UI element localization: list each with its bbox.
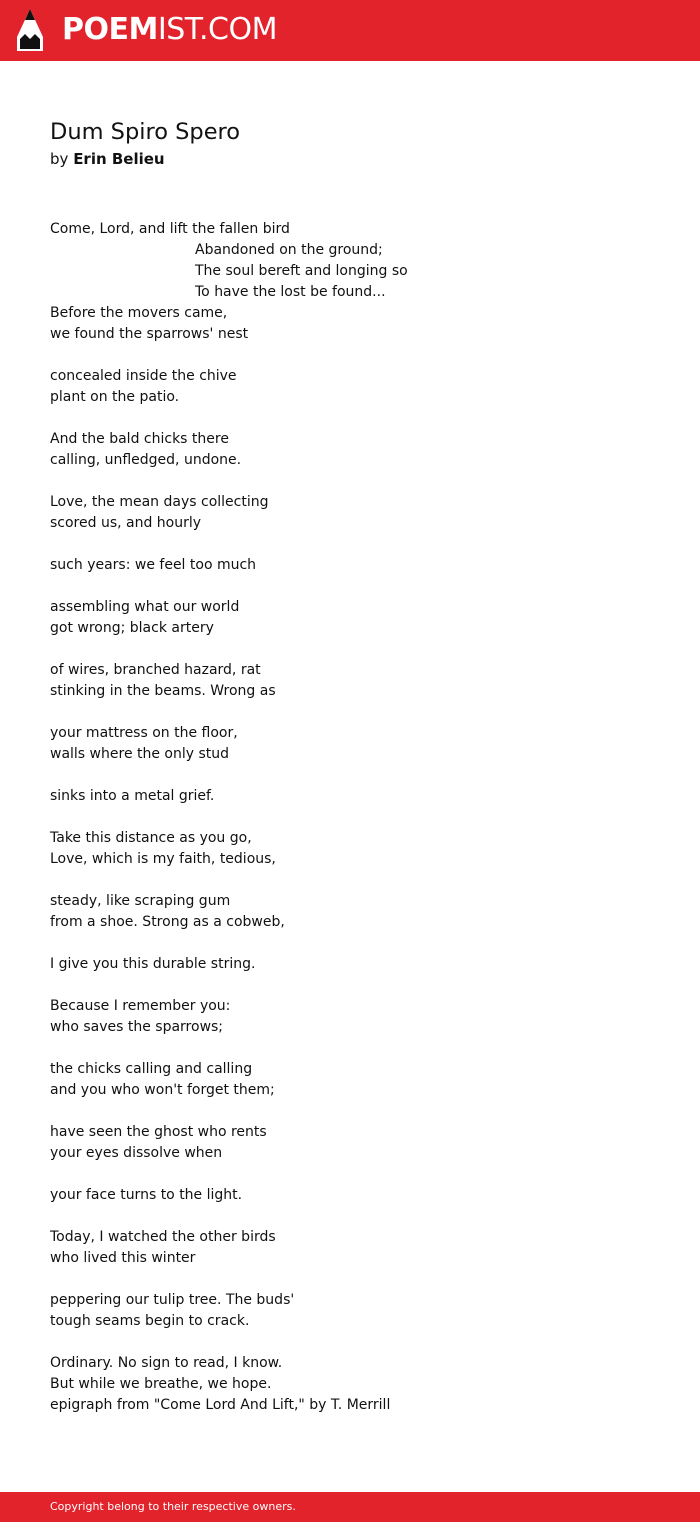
stanza-break: [50, 1101, 650, 1122]
poem-line: Today, I watched the other birds: [50, 1229, 276, 1245]
poem-line: peppering our tulip tree. The buds': [50, 1292, 295, 1308]
stanza-break: [50, 1269, 650, 1290]
stanza-break: [50, 933, 650, 954]
poem-line: Come, Lord, and lift the fallen bird: [50, 221, 290, 237]
poem-line: Love, which is my faith, tedious,: [50, 851, 276, 867]
stanza-break: [50, 408, 650, 429]
poem-line: such years: we feel too much: [50, 557, 257, 573]
stanza-break: [50, 1164, 650, 1185]
poem-line: I give you this durable string.: [50, 956, 256, 972]
poem-line: of wires, branched hazard, rat: [50, 662, 261, 678]
poem-byline: [50, 148, 165, 170]
poem-line: assembling what our world: [50, 599, 240, 615]
poem-line: To have the lost be found...: [195, 284, 386, 300]
byline-prefix: by: [50, 150, 69, 168]
brand-name-bold: POEM: [62, 12, 158, 47]
poem-line: and you who won't forget them;: [50, 1082, 275, 1098]
stanza-break: [50, 1206, 650, 1227]
poem-line: got wrong; black artery: [50, 620, 214, 636]
poem-line: Take this distance as you go,: [50, 830, 252, 846]
stanza-break: [50, 345, 650, 366]
stanza-break: [50, 534, 650, 555]
stanza-break: [50, 1038, 650, 1059]
poem-line: steady, like scraping gum: [50, 893, 231, 909]
poem-line: the chicks calling and calling: [50, 1061, 253, 1077]
stanza-break: [50, 576, 650, 597]
poem-line: your mattress on the floor,: [50, 725, 238, 741]
poem-line: who lived this winter: [50, 1250, 196, 1266]
poem-line: Before the movers came,: [50, 305, 228, 321]
poem-line: tough seams begin to crack.: [50, 1313, 250, 1329]
site-footer: [0, 1492, 700, 1522]
poem-line: who saves the sparrows;: [50, 1019, 224, 1035]
poem-line: calling, unfledged, undone.: [50, 452, 242, 468]
poem-line: we found the sparrows' nest: [50, 326, 249, 342]
poem-line: But while we breathe, we hope.: [50, 1376, 272, 1392]
poem-line: And the bald chicks there: [50, 431, 229, 447]
poem-line: concealed inside the chive: [50, 368, 237, 384]
poem-line: have seen the ghost who rents: [50, 1124, 267, 1140]
stanza-break: [50, 1332, 650, 1353]
poem-line: plant on the patio.: [50, 389, 180, 405]
poem-body: [50, 219, 650, 1416]
poem-line: your eyes dissolve when: [50, 1145, 223, 1161]
poem-line: Abandoned on the ground;: [195, 242, 383, 258]
stanza-break: [50, 975, 650, 996]
site-logo[interactable]: [62, 11, 277, 49]
poem-line: stinking in the beams. Wrong as: [50, 683, 276, 699]
poem-line: Ordinary. No sign to read, I know.: [50, 1355, 283, 1371]
brand-name-light: IST.COM: [157, 12, 277, 47]
poem-line: from a shoe. Strong as a cobweb,: [50, 914, 285, 930]
copyright-notice: Copyright belong to their respective owners.: [50, 1500, 296, 1513]
stanza-break: [50, 639, 650, 660]
poem-line: scored us, and hourly: [50, 515, 202, 531]
stanza-break: [50, 870, 650, 891]
poem-author: Erin Belieu: [73, 150, 165, 168]
stanza-break: [50, 471, 650, 492]
poem-line: epigraph from "Come Lord And Lift," by T. Merrill: [50, 1397, 391, 1413]
site-header: [0, 0, 700, 61]
poem-line: sinks into a metal grief.: [50, 788, 215, 804]
poem-line: Because I remember you:: [50, 998, 231, 1014]
poem-line: walls where the only stud: [50, 746, 230, 762]
stanza-break: [50, 765, 650, 786]
poem-line: The soul bereft and longing so: [195, 263, 408, 279]
poem-title: Dum Spiro Spero: [50, 119, 241, 145]
poem-line: your face turns to the light.: [50, 1187, 243, 1203]
poem-line: Love, the mean days collecting: [50, 494, 269, 510]
stanza-break: [50, 807, 650, 828]
stanza-break: [50, 702, 650, 723]
pencil-tip-icon[interactable]: [17, 9, 43, 51]
